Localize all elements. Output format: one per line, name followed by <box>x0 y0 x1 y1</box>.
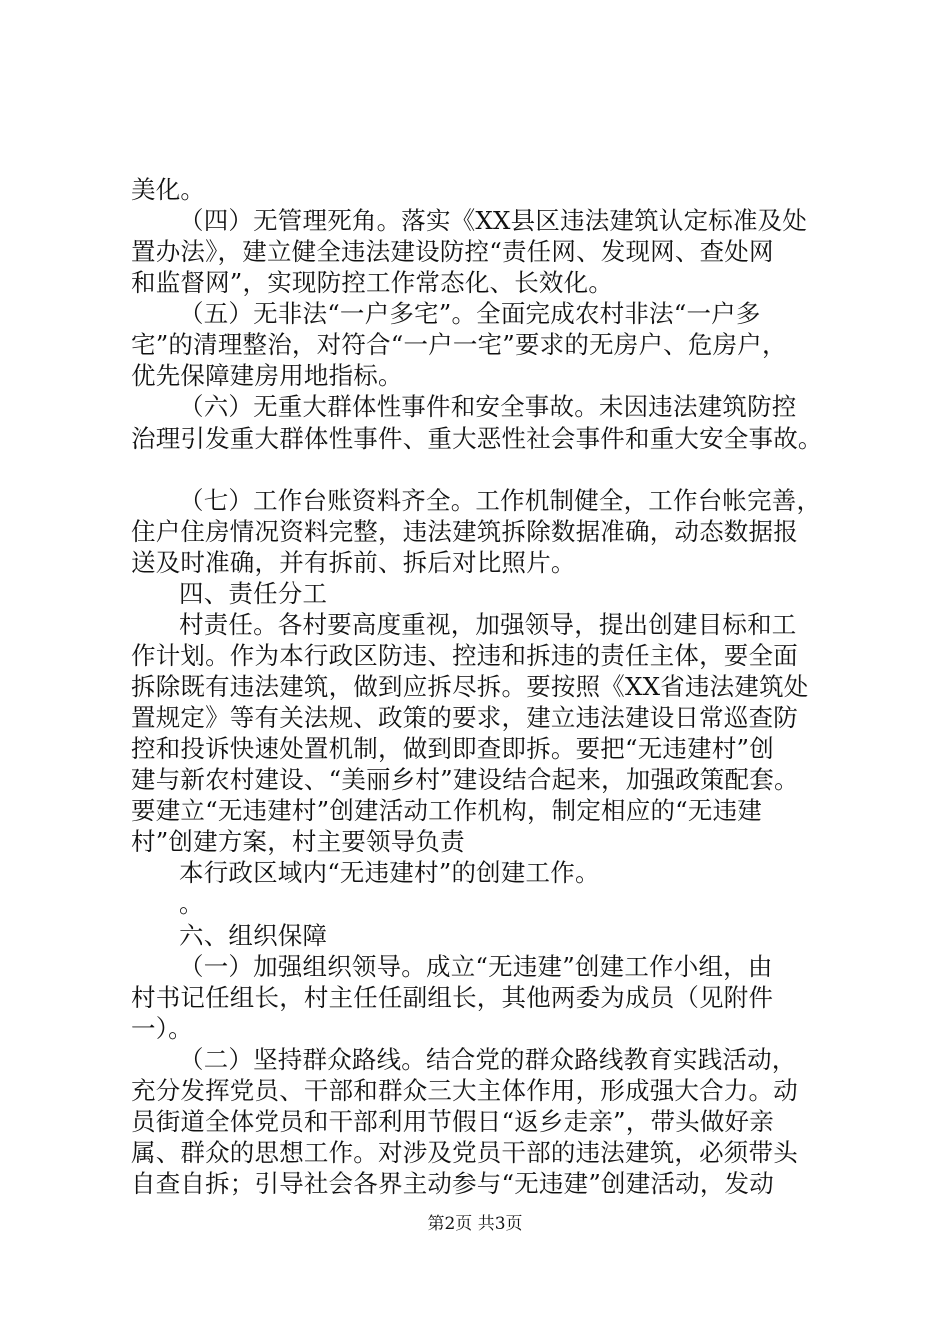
text-line-7: 优先保障建房用地指标。 <box>131 361 403 390</box>
section-heading-4: 四、责任分工 <box>179 579 328 608</box>
text-line-11: 住户住房情况资料完整，违法建筑拆除数据准确，动态数据报 <box>131 517 798 546</box>
text-line-27: 一）。 <box>131 1014 193 1043</box>
text-line-12: 送及时准确，并有拆前、拆后对比照片。 <box>131 548 576 577</box>
text-line-18: 控和投诉快速处置机制，做到即查即拆。要把“无违建村”创 <box>131 734 774 763</box>
text-line-15: 作计划。作为本行政区防违、控违和拆违的责任主体，要全面 <box>131 641 798 670</box>
text-line-4: 和监督网”，实现防控工作常态化、长效化。 <box>131 268 614 297</box>
text-line-26: 村书记任组长，村主任任副组长，其他两委为成员（见附件 <box>131 983 774 1012</box>
text-line-17: 置规定》等有关法规、政策的要求，建立违法建设日常巡查防 <box>131 703 798 732</box>
text-line-14: 村责任。各村要高度重视，加强领导，提出创建目标和工 <box>179 610 797 639</box>
text-line-25: （一）加强组织领导。成立“无违建”创建工作小组，由 <box>179 952 773 981</box>
text-line-29: 充分发挥党员、干部和群众三大主体作用，形成强大合力。动 <box>131 1076 798 1105</box>
text-line-16: 拆除既有违法建筑，做到应拆尽拆。要按照《XX省违法建筑处 <box>131 672 809 701</box>
text-line-30: 员街道全体党员和干部利用节假日“返乡走亲”，带头做好亲 <box>131 1107 774 1136</box>
text-line-10: （七）工作台账资料齐全。工作机制健全，工作台帐完善， <box>179 486 822 515</box>
text-line-5: （五）无非法“一户多宅”。全面完成农村非法“一户多 <box>179 299 761 328</box>
text-line-22: 本行政区域内“无违建村”的创建工作。 <box>179 858 600 887</box>
text-line-19: 建与新农村建设、“美丽乡村”建设结合起来，加强政策配套。 <box>131 765 799 794</box>
section-heading-6: 六、组织保障 <box>179 921 328 950</box>
text-line-6: 宅”的清理整治，对符合“一户一宅”要求的无房户、危房户， <box>131 330 787 359</box>
text-line-28: （二）坚持群众路线。结合党的群众路线教育实践活动， <box>179 1045 797 1074</box>
text-line-8: （六）无重大群体性事件和安全事故。未因违法建筑防控 <box>179 392 797 421</box>
page-footer: 第2页 共3页 <box>427 1214 523 1234</box>
text-line-32: 自查自拆；引导社会各界主动参与“无违建”创建活动，发动 <box>131 1169 774 1198</box>
text-line-3: 置办法》，建立健全违法建设防控“责任网、发现网、查处网 <box>131 237 774 266</box>
text-line-1: 美化。 <box>131 175 206 204</box>
text-line-20: 要建立“无违建村”创建活动工作机构，制定相应的“无违建 <box>131 796 762 825</box>
text-line-9: 治理引发重大群体性事件、重大恶性社会事件和重大安全事故。 <box>131 424 823 453</box>
text-line-21: 村”创建方案，村主要领导负责 <box>131 827 465 856</box>
text-line-23: 。 <box>179 889 204 918</box>
text-line-31: 属、群众的思想工作。对涉及党员干部的违法建筑，必须带头 <box>131 1138 798 1167</box>
text-line-2: （四）无管理死角。落实《XX县区违法建筑认定标准及处 <box>179 206 808 235</box>
